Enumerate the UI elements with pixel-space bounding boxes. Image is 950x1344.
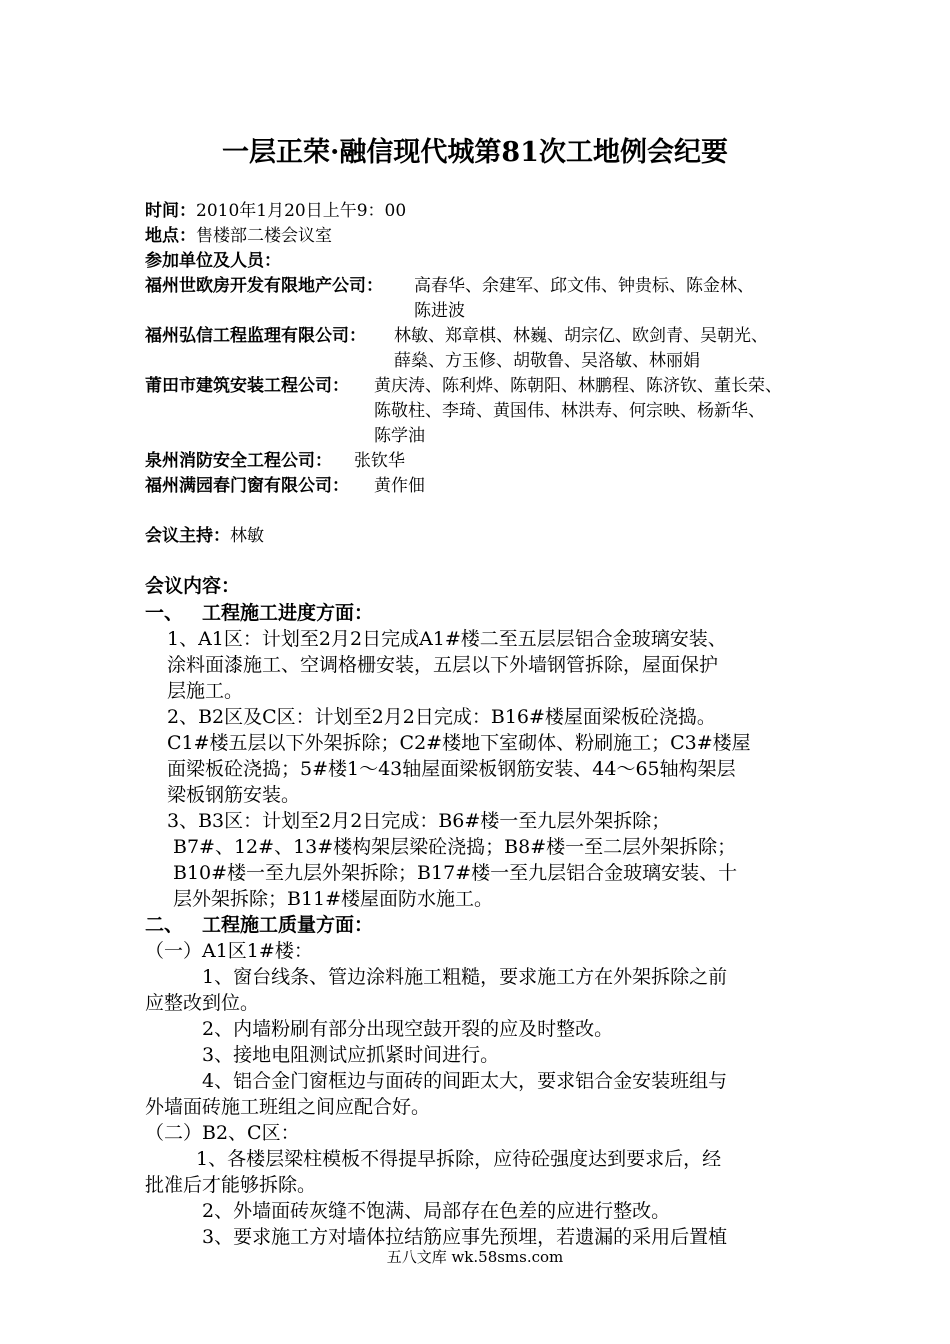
quality-item-line: 2、内墙粉刷有部分出现空鼓开裂的应及时整改。	[202, 1018, 614, 1040]
subsection-heading: （二）B2、C区：	[145, 1122, 300, 1144]
company-name: 福州弘信工程监理有限公司：	[145, 326, 366, 346]
quality-item-line: 外墙面砖施工班组之间应配合好。	[145, 1096, 431, 1118]
company-members: 陈进波	[414, 301, 465, 321]
company-name: 福州满园春门窗有限公司：	[145, 476, 349, 496]
section-number: 二、	[145, 914, 184, 936]
quality-item-line: 3、接地电阻测试应抓紧时间进行。	[202, 1044, 500, 1066]
progress-item-line: 梁板钢筋安装。	[167, 784, 301, 806]
quality-item-line: 3、要求施工方对墙体拉结筋应事先预埋，若遗漏的采用后置植	[202, 1226, 728, 1248]
quality-item-line: 1、各楼层梁柱模板不得提早拆除，应待砼强度达到要求后，经	[196, 1148, 722, 1170]
progress-item-line: 1、A1区：计划至2月2日完成A1#楼二至五层层铝合金玻璃安装、	[167, 628, 727, 650]
progress-item-line: 层外架拆除；B11#楼屋面防水施工。	[173, 888, 494, 910]
meeting-place: 地点：售楼部二楼会议室	[145, 226, 332, 246]
company-members: 高春华、余建军、邱文伟、钟贵标、陈金林、	[414, 276, 754, 296]
subsection-heading: （一）A1区1#楼：	[145, 940, 313, 962]
progress-item-line: 2、B2区及C区：计划至2月2日完成：B16#楼屋面梁板砼浇捣。	[167, 706, 716, 728]
company-members: 张钦华	[354, 451, 405, 471]
progress-item-line: C1#楼五层以下外架拆除；C2#楼地下室砌体、粉刷施工；C3#楼屋	[167, 732, 751, 754]
progress-item-line: 涂料面漆施工、空调格栅安装，五层以下外墙钢管拆除，屋面保护	[167, 654, 719, 676]
footer-watermark: 五八文库 wk.58sms.com	[386, 1248, 564, 1266]
document-title: 一层正荣·融信现代城第81次工地例会纪要	[222, 137, 728, 168]
quality-item-line: 2、外墙面砖灰缝不饱满、局部存在色差的应进行整改。	[202, 1200, 671, 1222]
progress-item-line: B7#、12#、13#楼构架层梁砼浇捣；B8#楼一至二层外架拆除；	[173, 836, 737, 858]
company-name: 莆田市建筑安装工程公司：	[145, 376, 349, 396]
company-members: 陈学油	[374, 426, 425, 446]
section-number: 一、	[145, 602, 184, 624]
progress-item-line: 层施工。	[167, 680, 244, 702]
company-name: 泉州消防安全工程公司：	[145, 451, 332, 471]
company-members: 黄庆涛、陈利烨、陈朝阳、林鹏程、陈济钦、董长荣、	[374, 376, 782, 396]
meeting-host: 会议主持：林敏	[145, 526, 264, 546]
quality-item-line: 批准后才能够拆除。	[145, 1174, 317, 1196]
progress-item-line: 3、B3区：计划至2月2日完成：B6#楼一至九层外架拆除；	[167, 810, 671, 832]
content-heading: 会议内容：	[145, 575, 241, 597]
company-members: 黄作佃	[374, 476, 425, 496]
meeting-time: 时间：2010年1月20日上午9：00	[145, 201, 407, 221]
section-title: 工程施工质量方面：	[202, 914, 374, 936]
company-members: 林敏、郑章棋、林巍、胡宗亿、欧剑青、吴朝光、	[394, 326, 768, 346]
company-name: 福州世欧房开发有限地产公司：	[145, 276, 383, 296]
progress-item-line: B10#楼一至九层外架拆除；B17#楼一至九层铝合金玻璃安装、十	[173, 862, 738, 884]
company-members: 薛燊、方玉修、胡敬鲁、吴洛敏、林丽娟	[394, 351, 700, 371]
section-title: 工程施工进度方面：	[202, 602, 374, 624]
quality-item-line: 1、窗台线条、管边涂料施工粗糙，要求施工方在外架拆除之前	[202, 966, 728, 988]
quality-item-line: 应整改到位。	[145, 992, 260, 1014]
company-members: 陈敬柱、李琦、黄国伟、林洪寿、何宗映、杨新华、	[374, 401, 765, 421]
progress-item-line: 面梁板砼浇捣；5#楼1～43轴屋面梁板钢筋安装、44～65轴构架层	[167, 758, 736, 780]
attendees-heading: 参加单位及人员：	[145, 251, 281, 271]
quality-item-line: 4、铝合金门窗框边与面砖的间距太大，要求铝合金安装班组与	[202, 1070, 728, 1092]
